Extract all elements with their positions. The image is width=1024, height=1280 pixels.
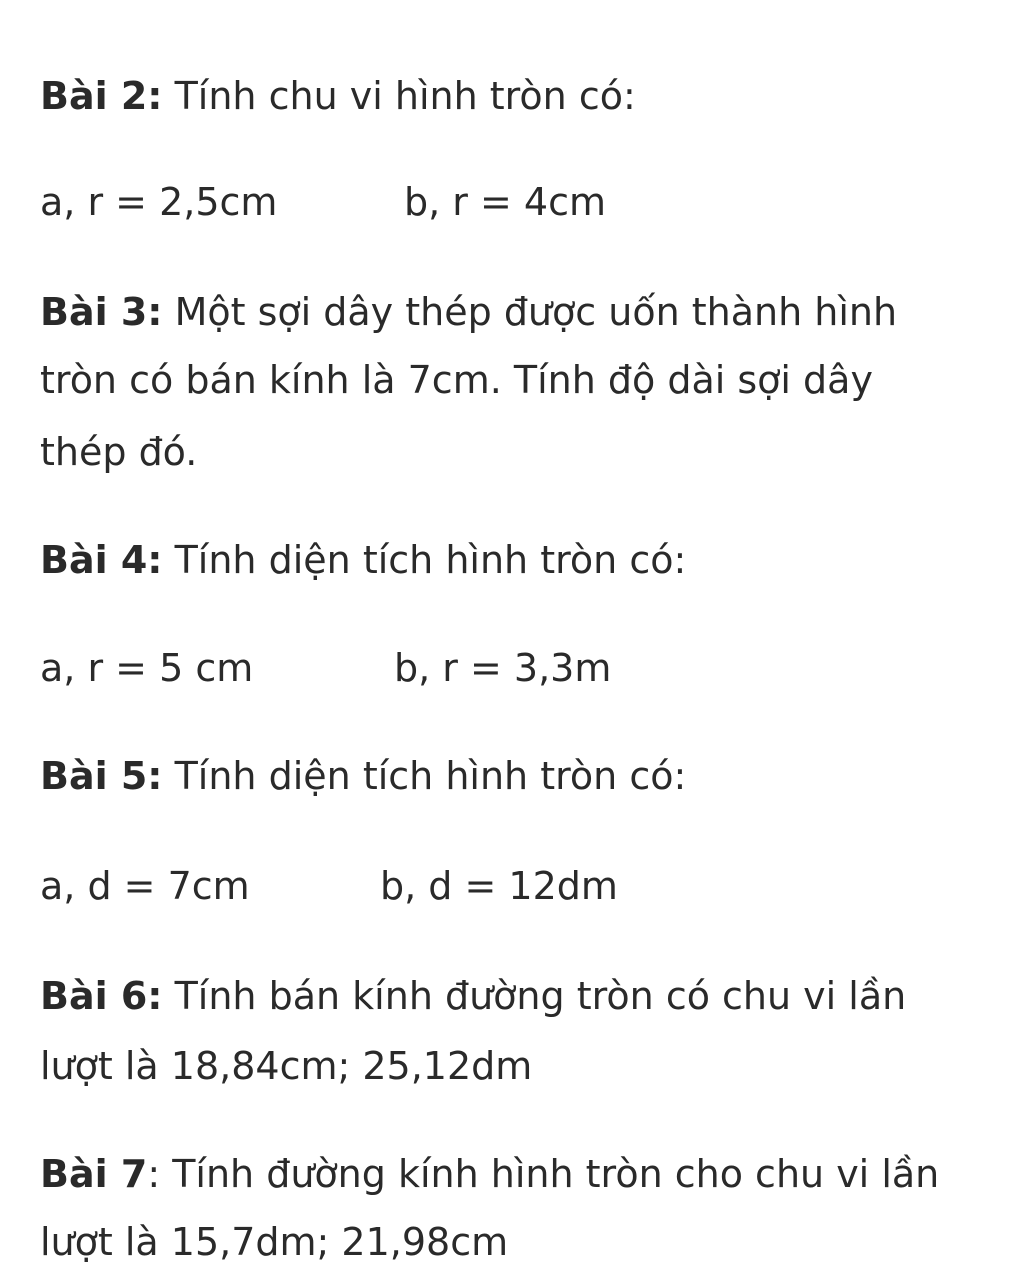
problem-4-part-a: a, r = 5 cm [40,646,254,690]
problem-6-line-2: lượt là 18,84cm; 25,12dm [40,1044,533,1088]
problem-2-text: Tính chu vi hình tròn có: [162,74,636,118]
problem-6-label: Bài 6: [40,974,163,1018]
problem-5-part-b: b, d = 12dm [380,864,618,908]
problem-7-text-1: : Tính đường kính hình tròn cho chu vi lần [147,1152,940,1196]
problem-5-heading [40,742,686,810]
problem-3-line-1 [40,278,897,346]
problem-5-label: Bài 5: [40,754,163,798]
problem-2-part-b: b, r = 4cm [404,180,606,224]
problem-7-line-2: lượt là 15,7dm; 21,98cm [40,1220,509,1264]
problem-7-line-1 [40,1140,939,1208]
problem-4-heading [40,526,686,594]
problem-5-text: Tính diện tích hình tròn có: [162,754,687,798]
problem-3-label: Bài 3: [40,290,163,334]
problem-4-text: Tính diện tích hình tròn có: [162,538,687,582]
problem-3-text-1: Một sợi dây thép được uốn thành hình [162,290,898,334]
problem-2-heading [40,62,636,130]
problem-6-text-1: Tính bán kính đường tròn có chu vi lần [162,974,907,1018]
problem-3-line-2: tròn có bán kính là 7cm. Tính độ dài sợi dây [40,358,873,402]
problem-6-line-1 [40,962,906,1030]
cropped-text-remnant [0,0,1024,6]
problem-2-part-a: a, r = 2,5cm [40,180,278,224]
problem-2-label: Bài 2: [40,74,163,118]
problem-3-line-3: thép đó. [40,430,198,474]
problem-5-part-a: a, d = 7cm [40,864,250,908]
problem-7-label: Bài 7 [40,1152,148,1196]
problem-4-part-b: b, r = 3,3m [394,646,612,690]
problem-4-label: Bài 4: [40,538,163,582]
